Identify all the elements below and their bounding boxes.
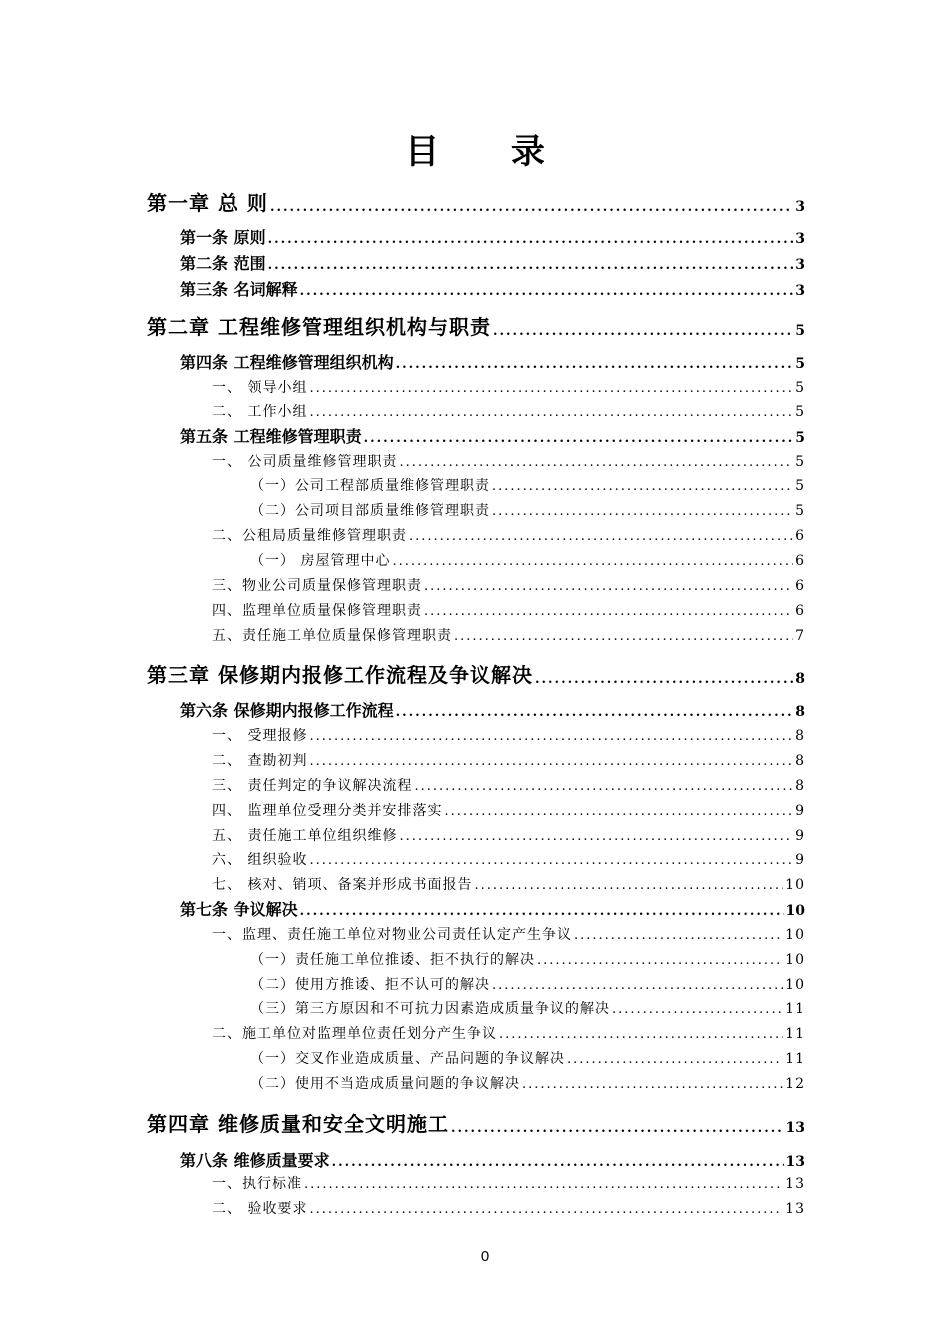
dot-leader <box>535 673 793 688</box>
toc-entry-label: （二）公司项目部质量维修管理职责 <box>250 503 490 519</box>
toc-entry-label: 二、 查勘初判 <box>212 753 308 769</box>
toc-entry-subitem[interactable] <box>250 500 805 520</box>
dot-leader <box>309 406 793 421</box>
dot-leader <box>309 382 793 397</box>
toc-entry-article-1[interactable] <box>180 226 805 248</box>
dot-leader <box>492 505 793 520</box>
toc-entry-label: 第六条 保修期内报修工作流程 <box>180 701 394 720</box>
toc-entry-chapter-3[interactable] <box>147 658 805 688</box>
toc-page-number: 6 <box>795 528 805 544</box>
dot-leader <box>300 905 784 920</box>
toc-entry-subitem[interactable] <box>250 974 805 994</box>
toc-page-number: 6 <box>795 603 805 619</box>
toc-entry-chapter-2[interactable] <box>147 310 805 340</box>
toc-page-number: 8 <box>795 728 805 744</box>
toc-entry-item[interactable] <box>212 377 805 397</box>
toc-page-number: 13 <box>785 1201 805 1217</box>
toc-page-number: 3 <box>795 231 805 247</box>
toc-entry-chapter-1[interactable] <box>147 186 805 216</box>
toc-page-number: 3 <box>795 283 805 299</box>
dot-leader <box>332 1156 784 1171</box>
toc-entry-label: 第三章 保修期内报修工作流程及争议解决 <box>147 663 533 687</box>
toc-entry-chapter-4[interactable] <box>147 1107 805 1137</box>
toc-entry-item[interactable] <box>212 625 805 645</box>
toc-page-number: 6 <box>795 578 805 594</box>
toc-entry-subitem[interactable] <box>250 550 805 570</box>
toc-entry-label: 五、责任施工单位质量保修管理职责 <box>212 628 452 644</box>
toc-entry-label: 二、 验收要求 <box>212 1201 308 1217</box>
dot-leader <box>396 706 794 721</box>
toc-entry-item[interactable] <box>212 874 805 894</box>
toc-entry-label: 五、 责任施工单位组织维修 <box>212 828 398 844</box>
toc-entry-label: 三、 责任判定的争议解决流程 <box>212 778 413 794</box>
toc-entry-article-3[interactable] <box>180 278 805 300</box>
toc-entry-item[interactable] <box>212 775 805 795</box>
dot-leader <box>268 259 794 274</box>
toc-entry-subitem[interactable] <box>250 949 805 969</box>
dot-leader <box>414 780 793 795</box>
dot-leader <box>451 1122 784 1137</box>
toc-entry-label: 一、 公司质量维修管理职责 <box>212 454 398 470</box>
toc-entry-subitem[interactable] <box>250 1048 805 1068</box>
toc-page-number: 11 <box>785 1026 805 1042</box>
dot-leader <box>270 201 793 216</box>
toc-entry-subitem[interactable] <box>250 1073 805 1093</box>
toc-entry-label: （一） 房屋管理中心 <box>250 553 391 569</box>
toc-entry-item[interactable] <box>212 451 805 471</box>
toc-entry-label: 七、 核对、销项、备案并形成书面报告 <box>212 877 473 893</box>
toc-entry-label: 六、 组织验收 <box>212 852 308 868</box>
toc-page-number: 5 <box>795 356 805 372</box>
dot-leader <box>396 358 794 373</box>
toc-entry-item[interactable] <box>212 1198 805 1218</box>
toc-entry-label: （一）责任施工单位推诿、拒不执行的解决 <box>250 952 535 968</box>
toc-entry-item[interactable] <box>212 725 805 745</box>
toc-page-number: 5 <box>795 380 805 396</box>
dot-leader <box>492 979 783 994</box>
toc-entry-item[interactable] <box>212 800 805 820</box>
toc-entry-label: 第四条 工程维修管理组织机构 <box>180 353 394 372</box>
toc-entry-item[interactable] <box>212 750 805 770</box>
dot-leader <box>309 730 793 745</box>
toc-entry-subitem[interactable] <box>250 475 805 495</box>
dot-leader <box>309 1203 783 1218</box>
dot-leader <box>474 879 783 894</box>
toc-page-number: 13 <box>785 1176 805 1192</box>
dot-leader <box>268 233 794 248</box>
toc-page-number: 5 <box>795 503 805 519</box>
toc-page-number: 10 <box>785 903 805 919</box>
toc-entry-item[interactable] <box>212 401 805 421</box>
toc-entry-article-7[interactable] <box>180 898 805 920</box>
toc-entry-label: （二）使用不当造成质量问题的争议解决 <box>250 1076 520 1092</box>
toc-entry-label: 四、监理单位质量保修管理职责 <box>212 603 422 619</box>
toc-entry-label: 二、施工单位对监理单位责任划分产生争议 <box>212 1026 497 1042</box>
dot-leader <box>304 1178 783 1193</box>
toc-page-number: 8 <box>795 778 805 794</box>
toc-page-number: 8 <box>795 671 805 687</box>
toc-entry-label: （三）第三方原因和不可抗力因素造成质量争议的解决 <box>250 1001 610 1017</box>
toc-entry-label: 第四章 维修质量和安全文明施工 <box>147 1112 449 1136</box>
toc-title: 目 录 <box>405 132 575 172</box>
toc-page-number: 10 <box>785 877 805 893</box>
dot-leader <box>522 1078 783 1093</box>
toc-page-number: 9 <box>795 803 805 819</box>
toc-entry-article-5[interactable] <box>180 425 805 447</box>
toc-entry-item[interactable] <box>212 525 805 545</box>
toc-entry-item[interactable] <box>212 849 805 869</box>
dot-leader <box>454 630 793 645</box>
toc-entry-label: 二、 工作小组 <box>212 404 308 420</box>
toc-page-number: 13 <box>785 1154 805 1170</box>
toc-entry-label: 三、物业公司质量保修管理职责 <box>212 578 422 594</box>
dot-leader <box>392 555 793 570</box>
toc-page-number: 10 <box>785 977 805 993</box>
dot-leader <box>537 954 783 969</box>
toc-page-number: 12 <box>785 1076 805 1092</box>
toc-entry-label: 一、执行标准 <box>212 1176 302 1192</box>
dot-leader <box>444 805 793 820</box>
dot-leader <box>493 325 793 340</box>
toc-page-number: 11 <box>785 1001 805 1017</box>
toc-page-number: 3 <box>795 199 805 215</box>
toc-entry-article-6[interactable] <box>180 699 805 721</box>
dot-leader <box>399 830 793 845</box>
toc-entry-item[interactable] <box>212 1023 805 1043</box>
dot-leader <box>309 755 793 770</box>
dot-leader <box>499 1028 783 1043</box>
toc-entry-label: 第七条 争议解决 <box>180 900 298 919</box>
toc-page-number: 5 <box>795 478 805 494</box>
toc-entry-article-4[interactable] <box>180 351 805 373</box>
toc-entry-label: 一、监理、责任施工单位对物业公司责任认定产生争议 <box>212 927 572 943</box>
toc-entry-label: 四、 监理单位受理分类并安排落实 <box>212 803 443 819</box>
toc-entry-label: 一、 受理报修 <box>212 728 308 744</box>
dot-leader <box>309 854 793 869</box>
toc-entry-label: 第八条 维修质量要求 <box>180 1151 330 1170</box>
dot-leader <box>409 530 793 545</box>
toc-page-number: 3 <box>795 257 805 273</box>
toc-entry-item[interactable] <box>212 825 805 845</box>
toc-page-number: 5 <box>795 404 805 420</box>
toc-entry-item[interactable] <box>212 600 805 620</box>
toc-page-number: 6 <box>795 553 805 569</box>
dot-leader <box>399 456 793 471</box>
toc-entry-label: 二、公租局质量维修管理职责 <box>212 528 407 544</box>
toc-page-number: 7 <box>795 628 805 644</box>
toc-page-number: 9 <box>795 852 805 868</box>
toc-entry-label: 一、 领导小组 <box>212 380 308 396</box>
dot-leader <box>424 580 793 595</box>
footer-page-number: 0 <box>480 1248 490 1265</box>
toc-entry-label: 第一条 原则 <box>180 228 266 247</box>
toc-page-number: 8 <box>795 753 805 769</box>
dot-leader <box>364 432 794 447</box>
toc-entry-article-2[interactable] <box>180 252 805 274</box>
dot-leader <box>300 285 794 300</box>
toc-page-number: 11 <box>785 1051 805 1067</box>
toc-page-number: 10 <box>785 952 805 968</box>
dot-leader <box>574 929 783 944</box>
toc-page-number: 13 <box>785 1120 805 1136</box>
toc-entry-article-8[interactable] <box>180 1149 805 1171</box>
toc-entry-label: （二）使用方推诿、拒不认可的解决 <box>250 977 490 993</box>
toc-entry-label: 第一章 总 则 <box>147 191 268 215</box>
toc-entry-label: 第二条 范围 <box>180 254 266 273</box>
toc-entry-item[interactable] <box>212 924 805 944</box>
toc-page-number: 5 <box>795 454 805 470</box>
toc-entry-label: 第二章 工程维修管理组织机构与职责 <box>147 315 491 339</box>
toc-page-number: 5 <box>795 430 805 446</box>
dot-leader <box>492 480 793 495</box>
toc-entry-subitem[interactable] <box>250 998 805 1018</box>
toc-entry-label: （一）交叉作业造成质量、产品问题的争议解决 <box>250 1051 565 1067</box>
dot-leader <box>424 605 793 620</box>
dot-leader <box>567 1053 783 1068</box>
toc-entry-item[interactable] <box>212 575 805 595</box>
toc-page-number: 9 <box>795 828 805 844</box>
toc-page-number: 5 <box>795 323 805 339</box>
toc-entry-label: 第五条 工程维修管理职责 <box>180 427 362 446</box>
toc-entry-label: （一）公司工程部质量维修管理职责 <box>250 478 490 494</box>
toc-page-number: 8 <box>795 704 805 720</box>
dot-leader <box>612 1003 783 1018</box>
toc-entry-item[interactable] <box>212 1173 805 1193</box>
toc-entry-label: 第三条 名词解释 <box>180 280 298 299</box>
toc-page-number: 10 <box>785 927 805 943</box>
